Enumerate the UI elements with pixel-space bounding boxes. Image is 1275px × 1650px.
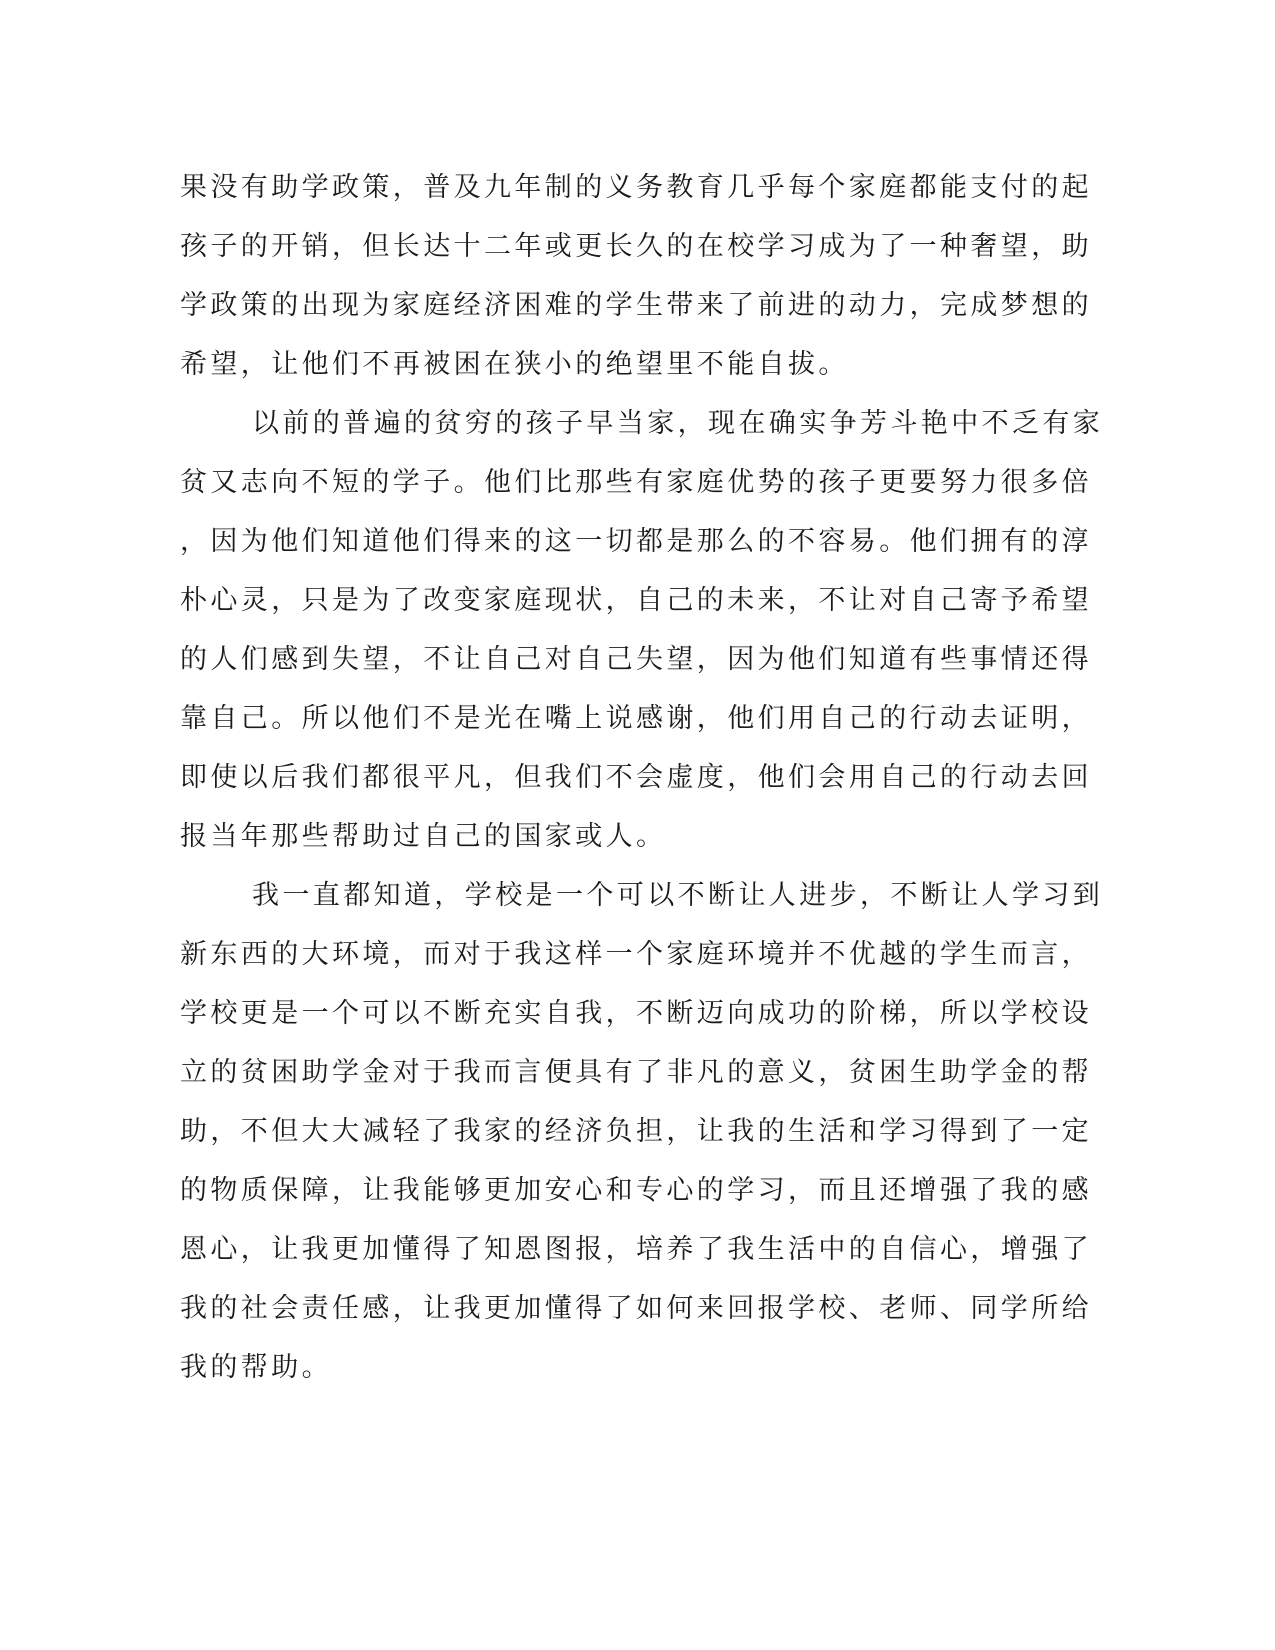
text-line: 孩子的开销，但长达十二年或更长久的在校学习成为了一种奢望，助 [180, 231, 1092, 262]
text-line: ，因为他们知道他们得来的这一切都是那么的不容易。他们拥有的淳 [180, 526, 1092, 557]
text-line: 以前的普遍的贫穷的孩子早当家，现在确实争芳斗艳中不乏有家 [252, 408, 1104, 439]
text-line: 的人们感到失望，不让自己对自己失望，因为他们知道有些事情还得 [180, 644, 1092, 675]
text-line: 的物质保障，让我能够更加安心和专心的学习，而且还增强了我的感 [180, 1175, 1092, 1206]
text-line: 助，不但大大减轻了我家的经济负担，让我的生活和学习得到了一定 [180, 1116, 1092, 1147]
text-line: 我的帮助。 [180, 1352, 332, 1383]
text-line: 学校更是一个可以不断充实自我，不断迈向成功的阶梯，所以学校设 [180, 998, 1092, 1029]
paragraph-3 [180, 866, 1104, 1397]
text-line: 报当年那些帮助过自己的国家或人。 [180, 821, 667, 852]
text-line: 果没有助学政策，普及九年制的义务教育几乎每个家庭都能支付的起 [180, 172, 1092, 203]
text-line: 恩心，让我更加懂得了知恩图报，培养了我生活中的自信心，增强了 [180, 1234, 1092, 1265]
document-body [180, 158, 1104, 1397]
text-line: 我一直都知道，学校是一个可以不断让人进步，不断让人学习到 [252, 880, 1104, 911]
text-line: 即使以后我们都很平凡，但我们不会虚度，他们会用自己的行动去回 [180, 762, 1092, 793]
text-line: 贫又志向不短的学子。他们比那些有家庭优势的孩子更要努力很多倍 [180, 467, 1092, 498]
text-line: 我的社会责任感，让我更加懂得了如何来回报学校、老师、同学所给 [180, 1293, 1092, 1324]
text-line: 新东西的大环境，而对于我这样一个家庭环境并不优越的学生而言， [180, 939, 1092, 970]
text-line: 朴心灵，只是为了改变家庭现状，自己的未来，不让对自己寄予希望 [180, 585, 1092, 616]
paragraph-1 [180, 158, 1092, 394]
text-line: 靠自己。所以他们不是光在嘴上说感谢，他们用自己的行动去证明， [180, 703, 1092, 734]
text-line: 希望，让他们不再被困在狭小的绝望里不能自拔。 [180, 349, 849, 380]
text-line: 学政策的出现为家庭经济困难的学生带来了前进的动力，完成梦想的 [180, 290, 1092, 321]
text-line: 立的贫困助学金对于我而言便具有了非凡的意义，贫困生助学金的帮 [180, 1057, 1092, 1088]
paragraph-2 [180, 394, 1104, 866]
